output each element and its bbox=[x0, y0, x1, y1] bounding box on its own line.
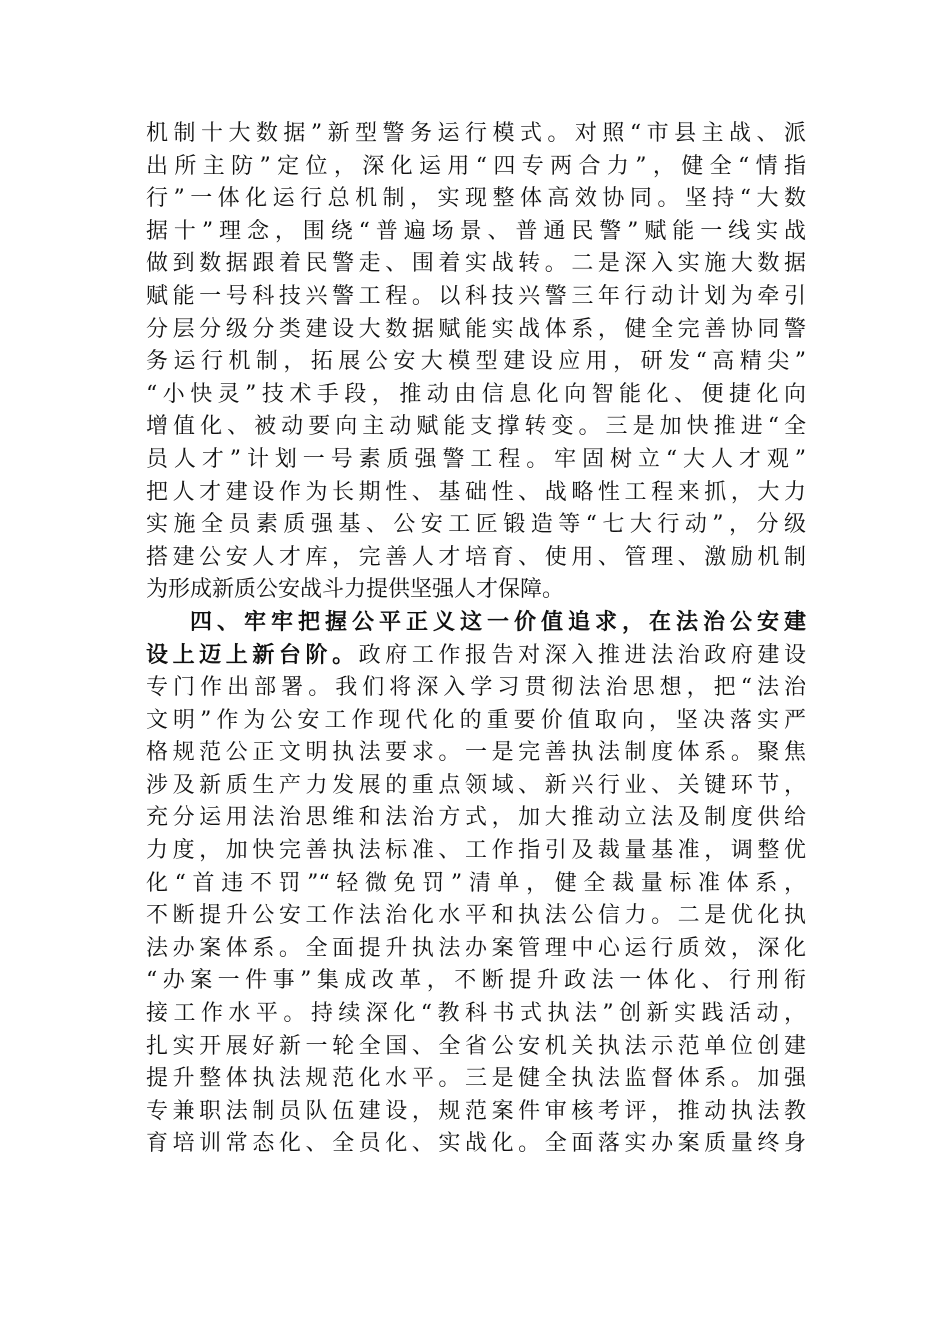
text-line: 扎实开展好新一轮全国、全省公安机关执法示范单位创建 bbox=[146, 1033, 806, 1059]
text-line: 出所主防”定位，深化运用“四专两合力”，健全“情指 bbox=[146, 153, 806, 179]
section-heading: 四、牢牢把握公平正义这一价值追求，在法治公安建 bbox=[190, 609, 806, 635]
text-line: 专门作出部署。我们将深入学习贯彻法治思想，把“法治 bbox=[146, 675, 806, 701]
text-line: 务运行机制，拓展公安大模型建设应用，研发“高精尖” bbox=[146, 349, 806, 375]
section-heading-line bbox=[146, 640, 806, 673]
text-line: 分层分级分类建设大数据赋能实战体系，健全完善协同警 bbox=[146, 316, 806, 342]
text-line: 不断提升公安工作法治化水平和执法公信力。二是优化执 bbox=[146, 903, 806, 929]
text-line: 化“首违不罚”“轻微免罚”清单，健全裁量标准体系， bbox=[146, 870, 806, 896]
text-line: 法办案体系。全面提升执法办案管理中心运行质效，深化 bbox=[146, 935, 806, 961]
text-line: 为形成新质公安战斗力提供坚强人才保障。 bbox=[146, 577, 565, 603]
section-heading-end: 设上迈上新台阶。 bbox=[146, 642, 359, 668]
text-line: 行”一体化运行总机制，实现整体高效协同。坚持“大数 bbox=[146, 186, 806, 212]
text-line: 育培训常态化、全员化、实战化。全面落实办案质量终身 bbox=[146, 1131, 806, 1157]
text-line: 实施全员素质强基、公安工匠锻造等“七大行动”，分级 bbox=[146, 512, 806, 538]
text-line: 增值化、被动要向主动赋能支撑转变。三是加快推进“全 bbox=[146, 414, 806, 440]
text-line: 做到数据跟着民警走、围着实战转。二是深入实施大数据 bbox=[146, 251, 806, 277]
text-line: 充分运用法治思维和法治方式，加大推动立法及制度供给 bbox=[146, 805, 806, 831]
text-line: 员人才”计划一号素质强警工程。牢固树立“大人才观” bbox=[146, 446, 806, 472]
text-line: 据十”理念，围绕“普遍场景、普通民警”赋能一线实战 bbox=[146, 218, 806, 244]
text-line: 赋能一号科技兴警工程。以科技兴警三年行动计划为牵引 bbox=[146, 283, 806, 309]
text-line: 涉及新质生产力发展的重点领域、新兴行业、关键环节， bbox=[146, 772, 806, 798]
body-text bbox=[146, 118, 806, 1161]
text-line: 接工作水平。持续深化“教科书式执法”创新实践活动， bbox=[146, 1001, 806, 1027]
text-line: 格规范公正文明执法要求。一是完善执法制度体系。聚焦 bbox=[146, 740, 806, 766]
text-line: 把人才建设作为长期性、基础性、战略性工程来抓，大力 bbox=[146, 479, 806, 505]
text-line: 文明”作为公安工作现代化的重要价值取向，坚决落实严 bbox=[146, 707, 806, 733]
text-line: 专兼职法制员队伍建设，规范案件审核考评，推动执法教 bbox=[146, 1098, 806, 1124]
text-line: 力度，加快完善执法标准、工作指引及裁量基准，调整优 bbox=[146, 838, 806, 864]
text-line: 提升整体执法规范化水平。三是健全执法监督体系。加强 bbox=[146, 1066, 806, 1092]
text-line: 搭建公安人才库，完善人才培育、使用、管理、激励机制 bbox=[146, 544, 806, 570]
text-line: “小快灵”技术手段，推动由信息化向智能化、便捷化向 bbox=[146, 381, 806, 407]
text-line: 机制十大数据”新型警务运行模式。对照“市县主战、派 bbox=[146, 121, 806, 146]
text-line: “办案一件事”集成改革，不断提升政法一体化、行刑衔 bbox=[146, 968, 806, 994]
text-span: 政府工作报告对深入推进法治政府建设 bbox=[358, 642, 806, 668]
